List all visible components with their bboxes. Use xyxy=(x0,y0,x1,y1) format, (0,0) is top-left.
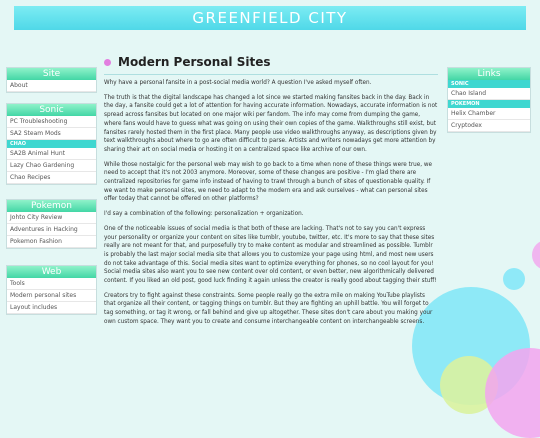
link-cryptodex[interactable]: Cryptodex xyxy=(448,120,530,132)
title-divider xyxy=(104,74,438,75)
sidebar-item-pc-troubleshooting[interactable]: PC Troubleshooting xyxy=(7,116,96,128)
sidebar-item-sa2b-animal-hunt[interactable]: SA2B Animal Hunt xyxy=(7,148,96,160)
links-sub-pokemon: POKEMON xyxy=(448,100,530,108)
decorative-bubble-small-cyan xyxy=(503,268,525,290)
paragraph-intro: Why have a personal fansite in a post-social media world? A question I've asked myself often. xyxy=(104,80,372,86)
sidebar-item-modern-personal-sites[interactable]: Modern personal sites xyxy=(7,290,96,302)
sidebar-web-title: Web xyxy=(7,266,96,278)
sidebar-sub-chao: CHAO xyxy=(7,140,96,148)
site-header[interactable]: GREENFIELD CITY xyxy=(14,6,526,30)
sidebar-item-layout-includes[interactable]: Layout includes xyxy=(7,302,96,314)
paragraph-landscape: The truth is that the digital landscape has changed a lot since we started making fansites back in the day. Back in the day, a fansite could get a lot of attention for having accurate information. Nowadays, accurate information is not spread across fansites but located on one major wiki per fandom. The info may come from dumping the game, where fans would have to guess what was going on using their own copies of the game. Walkthroughs still exist, but fansites rarely hosted them in the first place. Many people use video walkthroughs anyway, as descriptions given by text walkthroughs about where to go are often difficult to parse. Artists and writers nowadays get more attention by sharing their art on social media or hosting it on a centralized space like archive of our own. xyxy=(104,94,438,153)
link-chao-island[interactable]: Chao Island xyxy=(448,88,530,100)
sidebar-links-title: Links xyxy=(448,68,530,80)
sidebar-links-box xyxy=(447,67,531,133)
page-title-row xyxy=(104,53,438,71)
sidebar-pokemon-box xyxy=(6,199,97,249)
paragraph-creators: Creators try to fight against these constraints. Some people really go the extra mile on making YouTube playlists that organize all their content, or tagging things on tumblr. But they are fighting an uphill battle. You will forget to tag something, or tag it wrong, or fall behind and give up altogether. These sites don't care about you making your own custom space. They want you to create and consume interchangeable content on interchangeable screens. xyxy=(104,292,433,325)
paragraph-combination: I'd say a combination of the following: personalization + organization. xyxy=(104,211,304,218)
bullet-dot-icon xyxy=(104,59,111,66)
sidebar-web-box xyxy=(6,265,97,315)
sidebar-item-adventures-in-hacking[interactable]: Adventures in Hacking xyxy=(7,224,96,236)
page-title: Modern Personal Sites xyxy=(118,55,271,69)
paragraph-nostalgia: While those nostalgic for the personal web may wish to go back to a time when none of these things were true, we need to accept that it's not 2003 anymore. Moreover, some of these changes are positive - I'm glad there are centralized repositories for game info instead of having to trawl through a bunch of sites of questionable quality. If we want to make personal sites, we need to adapt to the modern era and ask ourselves - what can personal sites offer today that cannot be offered on other platforms? xyxy=(104,161,433,203)
sidebar-item-johto-city-review[interactable]: Johto City Review xyxy=(7,212,96,224)
sidebar-sonic-box xyxy=(6,103,97,185)
sidebar-item-pokemon-fashion[interactable]: Pokemon Fashion xyxy=(7,236,96,248)
sidebar-pokemon-title: Pokemon xyxy=(7,200,96,212)
sidebar-site-title: Site xyxy=(7,68,96,80)
link-helix-chamber[interactable]: Helix Chamber xyxy=(448,108,530,120)
paragraph-social-media: One of the noticeable issues of social media is that both of these are lacking. That's not to say you can't express your personality or organize your content on sites like tumblr, youtube, twitter, etc. It's more to say that these sites really are not meant for that, and purposefully try to make content as modular and streamlined as possible. Tumblr is probably the last major social media site that allows you to customize your page using html, and most new users do not take advantage of this. Social media sites want to optimize everything for phones, so no cool layout for you! Social media sites also want you to see new content over old content, or even better, new algorithmically delivered content. If you liked an old post, good luck finding it again unless the creator is really good about tagging their stuff! xyxy=(104,225,437,285)
sidebar-site-box xyxy=(6,67,97,93)
sidebar-item-tools[interactable]: Tools xyxy=(7,278,96,290)
sidebar-item-lazy-chao-gardening[interactable]: Lazy Chao Gardening xyxy=(7,160,96,172)
links-sub-sonic: SONIC xyxy=(448,80,530,88)
sidebar-item-sa2-steam-mods[interactable]: SA2 Steam Mods xyxy=(7,128,96,140)
main-content xyxy=(104,53,438,333)
sidebar-item-chao-recipes[interactable]: Chao Recipes xyxy=(7,172,96,184)
sidebar-item-about[interactable]: About xyxy=(7,80,96,92)
decorative-bubble-small-pink xyxy=(532,240,540,270)
sidebar-sonic-title: Sonic xyxy=(7,104,96,116)
